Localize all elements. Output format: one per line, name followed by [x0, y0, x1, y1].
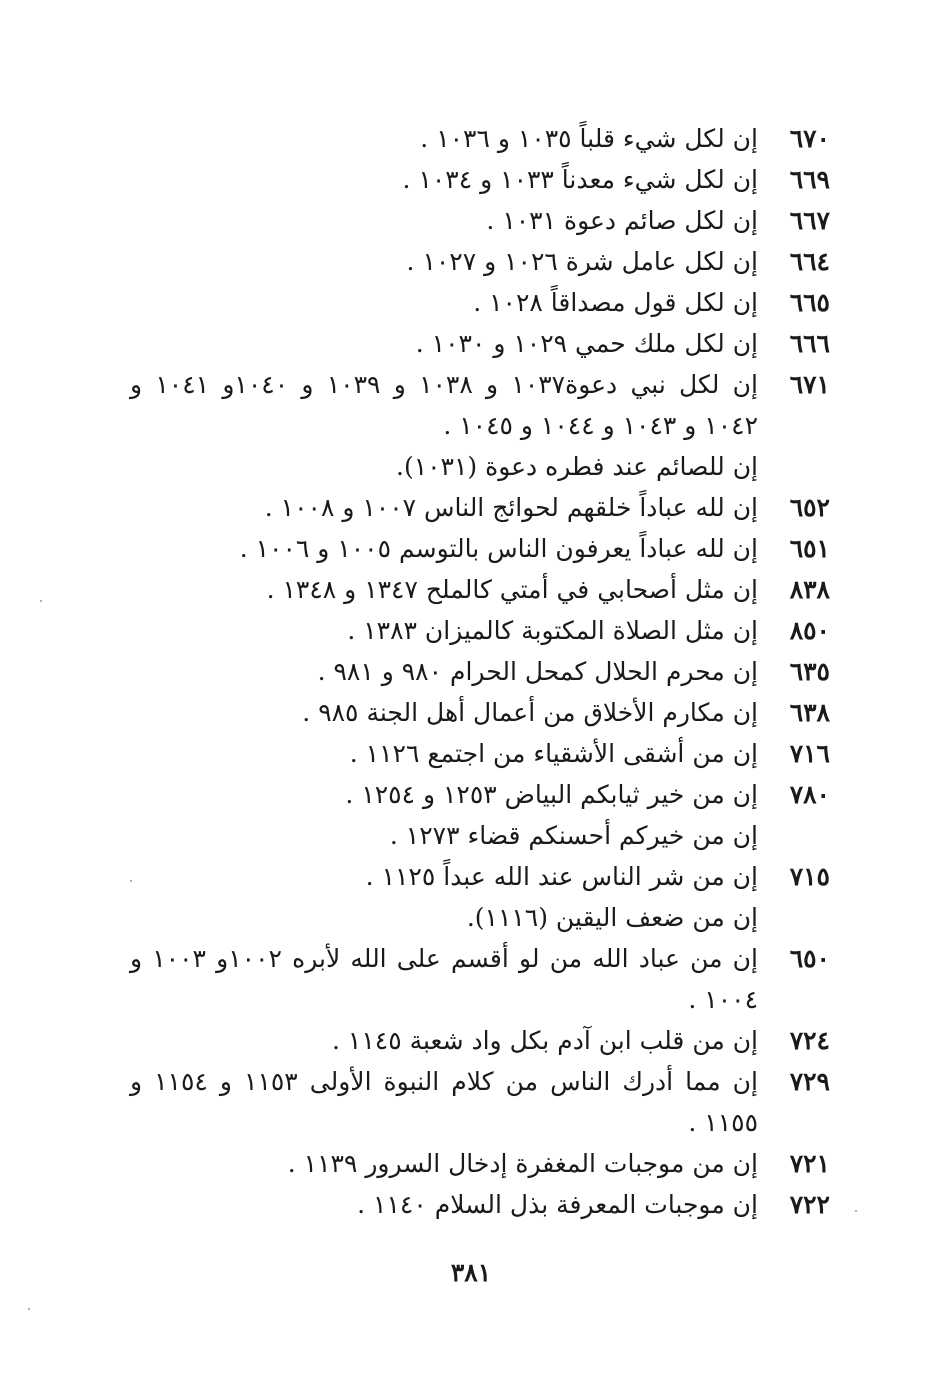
entry-text: إن من خيركم أحسنكم قضاء ١٢٧٣ . — [389, 821, 758, 850]
index-entry — [130, 282, 830, 323]
entry-text: إن موجبات المعرفة بذل السلام ١١٤٠ . — [357, 1190, 758, 1219]
entry-number: ٨٥٠ — [789, 616, 830, 645]
scan-speck — [40, 600, 42, 602]
index-entry — [130, 651, 830, 692]
entry-number: ٧١٥ — [789, 862, 830, 891]
entry-text: إن من خير ثيابكم البياض ١٢٥٣ و ١٢٥٤ . — [345, 780, 758, 809]
entry-text: إن لكل قول مصداقاً ١٠٢٨ . — [473, 288, 758, 317]
index-entry — [130, 774, 830, 815]
entry-text: إن من شر الناس عند الله عبداً ١١٢٥ . — [365, 862, 758, 891]
entry-number: ٧٨٠ — [789, 780, 830, 809]
entry-number: ٦٥١ — [789, 534, 830, 563]
index-entry — [130, 1020, 830, 1061]
entry-text: إن لكل شيء معدناً ١٠٣٣ و ١٠٣٤ . — [402, 165, 758, 194]
index-entry — [130, 815, 830, 856]
entry-number: ٦٦٩ — [789, 165, 830, 194]
entry-text: إن مثل الصلاة المكتوبة كالميزان ١٣٨٣ . — [347, 616, 758, 645]
entry-text: إن لكل صائم دعوة ١٠٣١ . — [486, 206, 758, 235]
entry-text: إن لكل نبي دعوة١٠٣٧ و ١٠٣٨ و ١٠٣٩ و ١٠٤٠و ١٠٤١ و ١٠٤٢ و ١٠٤٣ و ١٠٤٤ و ١٠٤٥ . — [130, 370, 758, 440]
entry-text: إن من عباد الله من لو أقسم على الله لأبره ١٠٠٢و ١٠٠٣ و ١٠٠٤ . — [130, 944, 758, 1014]
entry-text: إن مكارم الأخلاق من أعمال أهل الجنة ٩٨٥ . — [302, 698, 758, 727]
index-entry — [130, 733, 830, 774]
scan-speck — [130, 880, 132, 882]
index-entry — [130, 118, 830, 159]
entry-number: ٦٣٥ — [789, 657, 830, 686]
scan-speck — [855, 1210, 857, 1212]
entry-number: ٧٢٩ — [789, 1067, 830, 1096]
entry-text: إن من موجبات المغفرة إدخال السرور ١١٣٩ . — [287, 1149, 758, 1178]
index-entry — [130, 1143, 830, 1184]
entry-number: ٦٣٨ — [789, 698, 830, 727]
entry-number: ٦٦٥ — [789, 288, 830, 317]
entry-number: ٧٢٤ — [789, 1026, 830, 1055]
entry-number: ٦٧١ — [789, 370, 830, 399]
index-entry — [130, 446, 830, 487]
index-entry — [130, 1184, 830, 1225]
entry-number: ٧١٦ — [789, 739, 830, 768]
index-entry — [130, 323, 830, 364]
index-entry — [130, 897, 830, 938]
entry-text: إن مثل أصحابي في أمتي كالملح ١٣٤٧ و ١٣٤٨ . — [266, 575, 758, 604]
entry-number: ٦٥٠ — [789, 944, 830, 973]
entry-number: ٦٥٢ — [789, 493, 830, 522]
entry-number: ٧٢١ — [789, 1149, 830, 1178]
entry-text: إن مما أدرك الناس من كلام النبوة الأولى ١١٥٣ و ١١٥٤ و ١١٥٥ . — [130, 1067, 758, 1137]
index-entries — [130, 118, 830, 1225]
index-entry — [130, 938, 830, 1020]
entry-number: ٧٢٢ — [789, 1190, 830, 1219]
entry-number: ٨٣٨ — [789, 575, 830, 604]
page-number: ٣٨١ — [450, 1258, 492, 1287]
entry-text: إن من قلب ابن آدم بكل واد شعبة ١١٤٥ . — [332, 1026, 758, 1055]
entry-text: إن من ضعف اليقين (١١١٦). — [466, 903, 758, 932]
entry-text: إن لله عباداً خلقهم لحوائج الناس ١٠٠٧ و ١٠٠٨ . — [264, 493, 758, 522]
entry-text: إن لكل ملك حمي ١٠٢٩ و ١٠٣٠ . — [415, 329, 758, 358]
index-entry — [130, 856, 830, 897]
index-entry — [130, 200, 830, 241]
index-entry — [130, 610, 830, 651]
index-entry — [130, 159, 830, 200]
entry-text: إن من أشقى الأشقياء من اجتمع ١١٢٦ . — [349, 739, 758, 768]
index-entry — [130, 1061, 830, 1143]
index-entry — [130, 487, 830, 528]
entry-number: ٦٦٦ — [789, 329, 830, 358]
index-entry — [130, 364, 830, 446]
index-entry — [130, 569, 830, 610]
entry-number — [758, 446, 830, 487]
entry-text: إن لله عباداً يعرفون الناس بالتوسم ١٠٠٥ و ١٠٠٦ . — [239, 534, 758, 563]
entry-number: ٦٧٠ — [789, 124, 830, 153]
entry-text: إن للصائم عند فطره دعوة (١٠٣١). — [396, 452, 758, 481]
entry-text: إن محرم الحلال كمحل الحرام ٩٨٠ و ٩٨١ . — [317, 657, 758, 686]
entry-number — [758, 815, 830, 856]
index-entry — [130, 692, 830, 733]
scan-speck — [28, 1308, 30, 1310]
entry-number — [758, 897, 830, 938]
entry-text: إن لكل عامل شرة ١٠٢٦ و ١٠٢٧ . — [406, 247, 758, 276]
index-entry — [130, 241, 830, 282]
entry-number: ٦٦٤ — [789, 247, 830, 276]
entry-text: إن لكل شيء قلباً ١٠٣٥ و ١٠٣٦ . — [420, 124, 758, 153]
index-entry — [130, 528, 830, 569]
entry-number: ٦٦٧ — [789, 206, 830, 235]
